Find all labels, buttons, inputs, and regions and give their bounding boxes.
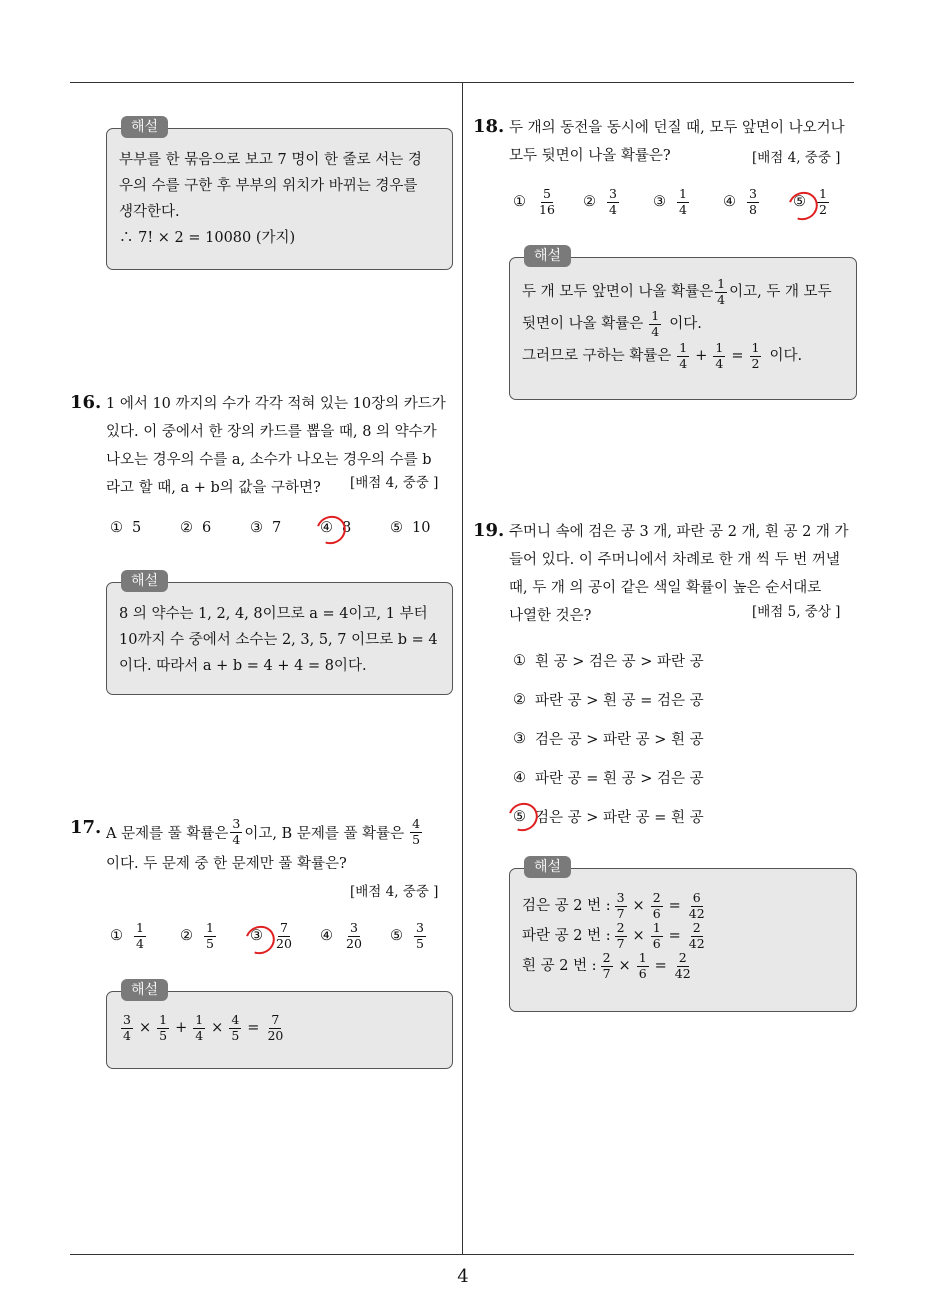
q16-stem-line: 1 에서 10 까지의 수가 각각 적혀 있는 10장의 카드가 [106, 396, 446, 412]
q18-solution-line2: 뒷면이 나올 확률은 $\frac{1}{4}$ 이다. [522, 308, 702, 339]
q16-solution-line: 10까지 수 중에서 소수는 2, 3, 5, 7 이므로 b = 4 [119, 632, 438, 648]
q19-solution-white: 흰 공 2 번 : $\frac{2}{7}$ × $\frac{1}{6}$ = $\frac{2}{42}$ [522, 950, 691, 981]
q16-stem-line: 라고 할 때, a + b의 값을 구하면? [106, 480, 321, 496]
q19-solution-black: 검은 공 2 번 : $\frac{3}{7}$ × $\frac{2}{6}$ = $\frac{6}{42}$ [522, 890, 705, 921]
q16-choice-2[interactable]: ② 6 [180, 520, 212, 536]
q19-stem-line: 들어 있다. 이 주머니에서 차례로 한 개 씩 두 번 꺼낼 [509, 552, 840, 568]
q15-solution-line: ∴ 7! × 2 = 10080 (가지) [119, 230, 296, 246]
q18-solution-line3: 그러므로 구하는 확률은 $\frac{1}{4}$ + $\frac{1}{4}$ = $\frac{1}{2}$ 이다. [522, 340, 803, 371]
q17-prob-b: $\frac{4}{5}$ [412, 816, 421, 847]
solution-tag: 해설 [121, 979, 168, 1001]
q17-choice-4[interactable]: ④ $\frac{3}{20}$ [320, 920, 362, 951]
solution-tag: 해설 [524, 856, 571, 878]
bottom-rule [70, 1254, 854, 1255]
q16-solution-line: 8 의 약수는 1, 2, 4, 8이므로 a = 4이고, 1 부터 [119, 606, 428, 622]
q15-solution-line: 우의 수를 구한 후 부부의 위치가 바뀌는 경우를 [119, 178, 418, 194]
q18-choice-1[interactable]: ① $\frac{5}{16}$ [513, 186, 555, 217]
q17-meta: [배점 4, 중중 ] [350, 884, 439, 900]
q16-choice-5[interactable]: ⑤ 10 [390, 520, 431, 536]
q18-number: 18. [473, 116, 505, 137]
q19-meta: [배점 5, 중상 ] [752, 604, 841, 620]
q19-choice-1[interactable]: ① 흰 공 > 검은 공 > 파란 공 [513, 652, 704, 670]
q19-stem-line: 주머니 속에 검은 공 3 개, 파란 공 2 개, 흰 공 2 개 가 [509, 524, 849, 540]
q17-stem-line1: A 문제를 풀 확률은 $\frac{3}{4}$ 이고, B 문제를 풀 확률은 $\frac{4}{5}$ [106, 816, 421, 847]
q17-choice-5[interactable]: ⑤ $\frac{3}{5}$ [390, 920, 424, 951]
q19-choice-2[interactable]: ② 파란 공 > 흰 공 = 검은 공 [513, 691, 704, 709]
q17-number: 17. [70, 817, 102, 838]
q16-solution-line: 이다. 따라서 a + b = 4 + 4 = 8이다. [119, 658, 367, 674]
q16-solution-box [106, 573, 453, 695]
q16-number: 16. [70, 392, 102, 413]
q18-choice-4[interactable]: ④ $\frac{3}{8}$ [723, 186, 757, 217]
q18-stem-line: 두 개의 동전을 동시에 던질 때, 모두 앞면이 나오거나 [509, 120, 845, 136]
page-number: 4 [457, 1266, 469, 1287]
column-divider [462, 82, 463, 1254]
solution-tag: 해설 [121, 570, 168, 592]
q18-stem-line: 모두 뒷면이 나올 확률은? [509, 148, 671, 164]
q15-solution-box [106, 119, 453, 270]
q19-solution-blue: 파란 공 2 번 : $\frac{2}{7}$ × $\frac{1}{6}$ = $\frac{2}{42}$ [522, 920, 705, 951]
q16-meta: [배점 4, 중중 ] [350, 475, 439, 491]
q15-solution-line: 부부를 한 묶음으로 보고 7 명이 한 줄로 서는 경 [119, 152, 422, 168]
q17-solution-box [106, 982, 453, 1069]
q16-choice-3[interactable]: ③ 7 [250, 520, 282, 536]
q17-choice-2[interactable]: ② $\frac{1}{5}$ [180, 920, 214, 951]
q16-choice-1[interactable]: ① 5 [110, 520, 142, 536]
q19-solution-box [509, 859, 857, 1012]
q17-stem-line2: 이다. 두 문제 중 한 문제만 풀 확률은? [106, 856, 347, 872]
q16-stem-line: 나오는 경우의 수를 a, 소수가 나오는 경우의 수를 b [106, 452, 432, 468]
q19-stem-line: 때, 두 개 의 공이 같은 색일 확률이 높은 순서대로 [509, 580, 822, 596]
q19-choice-3[interactable]: ③ 검은 공 > 파란 공 > 흰 공 [513, 730, 704, 748]
q19-number: 19. [473, 520, 505, 541]
q18-solution-line1: 두 개 모두 앞면이 나올 확률은 $\frac{1}{4}$ 이고, 두 개 모두 [522, 276, 832, 307]
q18-choice-3[interactable]: ③ $\frac{1}{4}$ [653, 186, 687, 217]
q19-answer-mark [503, 798, 542, 836]
q16-stem-line: 있다. 이 중에서 한 장의 카드를 뽑을 때, 8 의 약수가 [106, 424, 437, 440]
q16-answer-mark [311, 511, 350, 549]
q17-solution-expr: $\frac{3}{4}$ × $\frac{1}{5}$ + $\frac{1}{4}$ × $\frac{4}{5}$ = $\frac{7}{20}$ [123, 1012, 284, 1043]
q19-stem-line: 나열한 것은? [509, 608, 592, 624]
q16-choice-4[interactable]: ④ 8 [320, 520, 352, 536]
q18-meta: [배점 4, 중중 ] [752, 150, 841, 166]
solution-tag: 해설 [121, 116, 168, 138]
q19-choice-4[interactable]: ④ 파란 공 = 흰 공 > 검은 공 [513, 769, 704, 787]
solution-tag: 해설 [524, 245, 571, 267]
q15-solution-line: 생각한다. [119, 204, 180, 220]
q17-choice-1[interactable]: ① $\frac{1}{4}$ [110, 920, 144, 951]
q18-solution-box [509, 248, 857, 400]
q18-choice-2[interactable]: ② $\frac{3}{4}$ [583, 186, 617, 217]
q19-choice-5[interactable]: ⑤ 검은 공 > 파란 공 = 흰 공 [513, 808, 704, 826]
q18-choice-5[interactable]: ⑤ $\frac{1}{2}$ [793, 186, 827, 217]
q17-prob-a: $\frac{3}{4}$ [232, 816, 241, 847]
q17-choice-3[interactable]: ③ $\frac{7}{20}$ [250, 920, 292, 951]
